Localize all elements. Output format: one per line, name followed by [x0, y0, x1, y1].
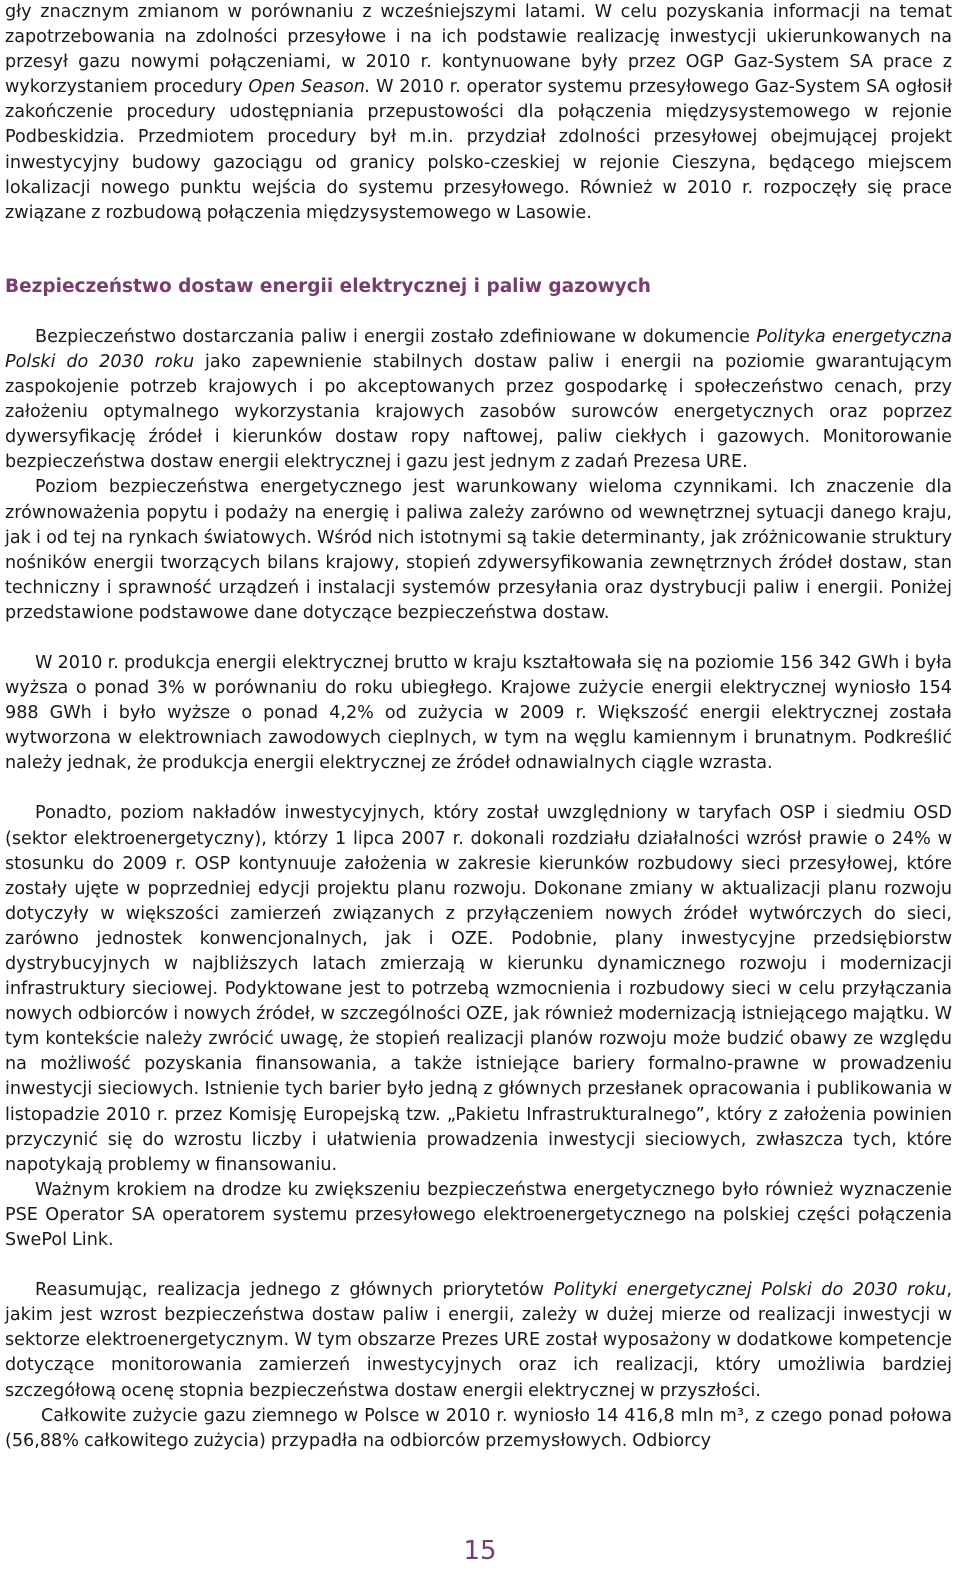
- paragraph-7-text: Reasumując, realizacja jednego z głównych priorytetów: [35, 1280, 554, 1301]
- section-title: Bezpieczeństwo dostaw energii elektrycznej i paliw gazowych: [5, 275, 651, 297]
- paragraph-1: [5, 0, 952, 226]
- paragraph-7: [5, 1278, 952, 1403]
- paragraph-2-emphasis: Polityka energetyczna Polski do 2030 roku: [5, 326, 952, 372]
- paragraph-3: Poziom bezpieczeństwa energetycznego jest warunkowany wieloma czynnikami. Ich znaczenie dla zrównoważenia popytu i podaży na energię i paliwa zależy zarówno od wewnętrznej sytuacji danego kraju, jak i od tej na rynkach światowych. Wśród nich istotnymi są takie determinanty, jak zróżnicowanie struktury nośników energii tworzących bilans krajowy, stopień zdywersyfikowania zewnętrznych źródeł dostaw, stan techniczny i sprawność urządzeń i instalacji systemów przesyłania oraz dystrybucji paliw i energii. Poniżej przedstawione podstawowe dane dotyczące bezpieczeństwa dostaw.: [5, 477, 952, 623]
- paragraph-4: W 2010 r. produkcja energii elektrycznej brutto w kraju kształtowała się na poziomie 156 342 GWh i była wyższa o ponad 3% w porównaniu do roku ubiegłego. Krajowe zużycie energii elektrycznej wyniosło 154 988 GWh i było wyższe o ponad 4,2% od zużycia w 2009 r. Większość energii elektrycznej została wytworzona w elektrowniach zawodowych cieplnych, w tym na węglu kamiennym i brunatnym. Podkreślić należy jednak, że produkcja energii elektrycznej ze źródeł odnawialnych ciągle wzrasta.: [5, 652, 952, 774]
- paragraph-1-text: gły znacznym zmianom w porównaniu z wcześniejszymi latami. W celu pozyskania informacji na temat zapotrzebowania na zdolności przesyłowe i na ich podstawie realizację inwestycji ukierunkowanych na przesył gazu nowymi połączeniami, w 2010 r. kontynuowane były przez OGP Gaz-System SA prace z wykorzystaniem procedury: [5, 2, 952, 98]
- page-number: 15: [463, 1536, 497, 1566]
- paragraph-2-text: Bezpieczeństwo dostarczania paliw i energii zostało zdefiniowane w dokumencie: [35, 326, 757, 347]
- paragraph-6: Ważnym krokiem na drodze ku zwiększeniu bezpieczeństwa energetycznego było również wyznaczenie PSE Operator SA operatorem systemu przesyłowego elektroenergetycznego na polskiej części połączenia SwePol Link.: [5, 1179, 952, 1251]
- paragraph-7-text-cont: , jakim jest wzrost bezpieczeństwa dostaw paliw i energii, zależy w dużej mierze od realizacji inwestycji w sektorze elektroenergetycznym. W tym obszarze Prezes URE został wyposażony w dodatkowe kompetencje dotyczące monitorowania zamierzeń inwestycyjnych oraz ich realizacji, który umożliwia bardziej szczegółową ocenę stopnia bezpieczeństwa dostaw energii elektrycznej w przyszłości.: [5, 1280, 953, 1401]
- paragraph-2: [5, 325, 952, 476]
- paragraph-1-emphasis: Open Season.: [248, 77, 371, 98]
- paragraph-7-emphasis: Polityki energetycznej Polski do 2030 roku: [553, 1280, 947, 1301]
- paragraph-1-text-cont: W 2010 r. operator systemu przesyłowego Gaz-System SA ogłosił zakończenie procedury udostępniania przepustowości dla połączenia międzysystemowego w rejonie Podbeskidzia. Przedmiotem procedury był m.in. przydział zdolności przesyłowej obejmującej projekt inwestycyjny budowy gazociągu od granicy polsko-czeskiej w rejonie Cieszyna, będącego miejscem lokalizacji nowego punktu wejścia do systemu przesyłowego. Również w 2010 r. rozpoczęły się prace związane z rozbudową połączenia międzysystemowego w Lasowie.: [5, 77, 952, 223]
- document-body: [5, 0, 952, 1454]
- paragraph-2-text-cont: jako zapewnienie stabilnych dostaw paliw i energii na poziomie gwarantującym zaspokojenie potrzeb krajowych i po akceptowanych przez gospodarkę i społeczeństwo cenach, przy założeniu optymalnego wykorzystania krajowych zasobów surowców energetycznych oraz poprzez dywersyfikację źródeł i kierunków dostaw ropy naftowej, paliw ciekłych i gazowych. Monitorowanie bezpieczeństwa dostaw energii elektrycznej i gazu jest jednym z zadań Prezesa URE.: [5, 351, 953, 473]
- paragraph-5: Ponadto, poziom nakładów inwestycyjnych, który został uwzględniony w taryfach OSP i siedmiu OSD (sektor elektroenergetyczny), którzy 1 lipca 2007 r. dokonali rozdziału działalności wzrósł prawie o 24% w stosunku do 2009 r. OSP kontynuuje założenia w zakresie kierunków rozbudowy sieci przesyłowej, które zostały ujęte w poprzedniej edycji projektu planu rozwoju. Dokonane zmiany w aktualizacji planu rozwoju dotyczyły w większości zamierzeń związanych z przyłączeniem nowych źródeł wytwórczych do sieci, zarówno jednostek konwencjonalnych, jak i OZE. Podobnie, plany inwestycyjne przedsiębiorstw dystrybucyjnych w najbliższych latach zmierzają w kierunku dynamicznego rozwoju i modernizacji infrastruktury sieciowej. Podyktowane jest to potrzebą wzmocnienia i rozbudowy sieci w celu przyłączania nowych odbiorców i nowych źródeł, w szczególności OZE, jak również modernizacją istniejącego majątku. W tym kontekście należy zwrócić uwagę, że stopień realizacji planów rozwoju może budzić obawy ze względu na możliwość pozyskania finansowania, a także istniejące bariery formalno-prawne w prowadzeniu inwestycji sieciowych. Istnienie tych barier było jedną z głównych przesłanek opracowania i publikowania w listopadzie 2010 r. przez Komisję Europejską tzw. „Pakietu Infrastrukturalnego”, który z założenia powinien przyczynić się do wzrostu liczby i ułatwienia prowadzenia inwestycji sieciowych, zwłaszcza tych, które napotykają problemy w finansowaniu.: [5, 803, 952, 1175]
- paragraph-8: Całkowite zużycie gazu ziemnego w Polsce w 2010 r. wyniosło 14 416,8 mln m³, z czego ponad połowa (56,88% całkowitego zużycia) przypadła na odbiorców przemysłowych. Odbiorcy: [5, 1405, 952, 1451]
